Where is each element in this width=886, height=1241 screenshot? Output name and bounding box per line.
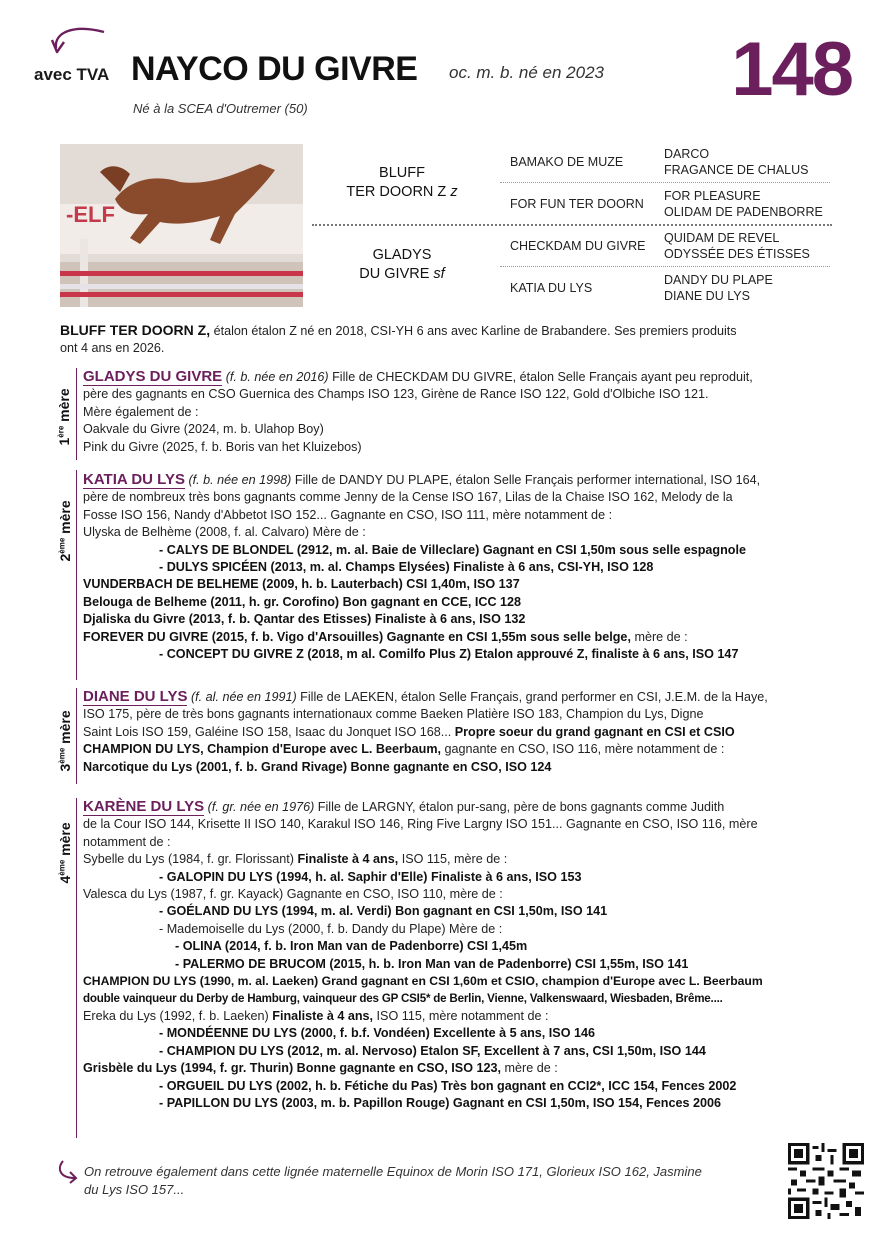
first-dam-offspring: Oakvale du Givre (2024, m. b. Ulahop Boy) (83, 422, 324, 437)
third-dam-name: DIANE DU LYS (83, 688, 188, 705)
first-dam-text: Mère également de : (83, 404, 199, 419)
tva-label: avec TVA (34, 65, 110, 84)
fourth-dam-text: mère de : (501, 1061, 558, 1076)
section-bar (76, 470, 77, 680)
great-grandparent: ODYSSÉE DES ÉTISSES (664, 247, 810, 261)
breeder-line: Né à la SCEA d'Outremer (50) (133, 101, 308, 116)
fourth-dam-grandoffspring: - ORGUEIL DU LYS (2002, h. b. Fétiche du Pas) Très bon gagnant en CCI2*, ICC 154, Fences 2002 (159, 1078, 737, 1093)
pedigree-divider (312, 224, 832, 226)
third-dam-meta: (f. al. née en 1991) (190, 690, 297, 704)
horse-jumping-photo (60, 144, 303, 307)
dam-name-line-1: GLADYS (372, 247, 432, 263)
fourth-dam-great-grandoffspring: - PALERMO DE BRUCOM (2015, h. b. Iron Man van de Padenborre) CSI 1,55m, ISO 141 (175, 956, 689, 971)
fourth-dam-grandoffspring: - GALOPIN DU LYS (1994, h. al. Saphir d'Elle) Finaliste à 6 ans, ISO 153 (159, 869, 582, 884)
pedigree-divider (500, 266, 830, 267)
great-grandparent: QUIDAM DE REVEL (664, 231, 780, 245)
great-grandparent: DARCO (664, 147, 710, 161)
second-dam-section (83, 471, 828, 663)
second-dam-text: mère de : (630, 629, 688, 644)
section-bar (76, 368, 77, 460)
fourth-dam-offspring: Ereka du Lys (1992, f. b. Laeken) (83, 1008, 273, 1023)
svg-text:-ELF: -ELF (66, 202, 115, 227)
footer-note-line: On retrouve également dans cette lignée maternelle Equinox de Morin ISO 171, Glorieux ISO 162, Jasmine (84, 1164, 702, 1179)
second-dam-text: Fille de DANDY DU PLAPE, étalon Selle Français performer international, ISO 164, (291, 473, 761, 487)
third-dam-label: 3ème mère (57, 710, 74, 772)
second-dam-offspring: Ulyska de Belhème (2008, f. al. Calvaro) Mère de : (83, 525, 366, 540)
first-dam-text: Fille de CHECKDAM DU GIVRE, étalon Selle Français ayant peu reproduit, (328, 370, 753, 384)
grandparent: KATIA DU LYS (510, 281, 593, 295)
third-dam-highlight: Propre soeur du grand gagnant en CSI et CSIO (454, 724, 735, 739)
sire-name-line-1: BLUFF (379, 165, 425, 181)
first-dam-label: 1ère mère (56, 388, 73, 446)
footer-note (84, 1163, 784, 1199)
fourth-dam-offspring: Valesca du Lys (1987, f. gr. Kayack) Gagnante en CSO, ISO 110, mère de : (83, 887, 503, 902)
fourth-dam-text: notamment de : (83, 834, 171, 849)
fourth-dam-offspring: Sybelle du Lys (1984, f. gr. Florissant) (83, 852, 298, 867)
fourth-dam-grandoffspring: - PAPILLON DU LYS (2003, m. b. Papillon Rouge) Gagnant en CSI 1,50m, ISO 154, Fences 2006 (159, 1095, 721, 1110)
second-dam-offspring: FOREVER DU GIVRE (2015, f. b. Vigo d'Arsouilles) Gagnante en CSI 1,55m sous selle belge, (83, 629, 631, 644)
grandparent: BAMAKO DE MUZE (510, 155, 624, 169)
curved-arrow-icon (55, 1158, 81, 1186)
footer-note-line: du Lys ISO 157... (84, 1182, 185, 1197)
fourth-dam-grandoffspring: - Mademoiselle du Lys (2000, f. b. Dandy du Plape) Mère de : (159, 921, 503, 936)
section-bar (76, 798, 77, 1138)
fourth-dam-meta: (f. gr. née en 1976) (207, 800, 315, 814)
qr-code[interactable] (788, 1143, 864, 1219)
sire-breed: z (450, 184, 458, 200)
second-dam-grandoffspring: - CALYS DE BLONDEL (2912, m. al. Baie de Villeclare) Gagnant en CSI 1,50m sous selle espagnole (159, 542, 746, 557)
grandparent: FOR FUN TER DOORN (510, 197, 644, 211)
pedigree-table (312, 144, 832, 308)
section-bar (76, 688, 77, 784)
fourth-dam-text: Fille de LARGNY, étalon pur-sang, père de bons gagnants comme Judith (314, 800, 725, 814)
first-dam-section (83, 368, 828, 456)
horse-name: NAYCO DU GIVRE (131, 50, 418, 88)
fourth-dam-offspring: double vainqueur du Derby de Hamburg, vainqueur des GP CSI5* de Berlin, Vienne, Valkenswaard, Wiesbaden, Brême.... (83, 992, 723, 1006)
great-grandparent: DIANE DU LYS (664, 289, 750, 303)
first-dam-name: GLADYS DU GIVRE (83, 368, 223, 385)
lot-number: 148 (731, 27, 852, 112)
second-dam-label: 2ème mère (57, 500, 74, 562)
grandparent: CHECKDAM DU GIVRE (510, 239, 646, 253)
pedigree-dam (312, 246, 492, 284)
third-dam-offspring: Narcotique du Lys (2001, f. b. Grand Rivage) Bonne gagnante en CSO, ISO 124 (83, 759, 552, 774)
great-grandparent: FOR PLEASURE (664, 189, 761, 203)
second-dam-offspring: Belouga de Belheme (2011, h. gr. Corofino) Bon gagnant en CCE, ICC 128 (83, 594, 522, 609)
sire-intro-text-2: ont 4 ans en 2026. (60, 341, 165, 356)
second-dam-offspring: Djaliska du Givre (2013, f. b. Qantar des Etisses) Finaliste à 6 ans, ISO 132 (83, 612, 526, 627)
fourth-dam-offspring: Grisbèle du Lys (1994, f. gr. Thurin) Bonne gagnante en CSO, ISO 123, (83, 1061, 502, 1076)
second-dam-text: Fosse ISO 156, Nandy d'Abbetot ISO 152... Gagnante en CSO, ISO 111, mère notamment de : (83, 507, 613, 522)
horse-description: oc. m. b. né en 2023 (449, 63, 604, 82)
fourth-dam-great-grandoffspring: - OLINA (2014, f. b. Iron Man van de Padenborre) CSI 1,45m (175, 939, 528, 954)
great-grandparent: DANDY DU PLAPE (664, 273, 773, 287)
fourth-dam-grandoffspring: - GOÉLAND DU LYS (1994, m. al. Verdi) Bon gagnant en CSI 1,50m, ISO 141 (159, 904, 608, 919)
third-dam-section (83, 688, 828, 776)
first-dam-offspring: Pink du Givre (2025, f. b. Boris van het Kluizebos) (83, 439, 362, 454)
sire-intro-name: BLUFF TER DOORN Z, (60, 322, 211, 338)
fourth-dam-highlight: Finaliste à 4 ans, (272, 1008, 374, 1023)
fourth-dam-text: de la Cour ISO 144, Krisette II ISO 140, Karakul ISO 146, Ring Five Largny ISO 151... Gagnante en CSO, ISO 116, mère (83, 817, 758, 832)
great-grandparent: FRAGANCE DE CHALUS (664, 163, 809, 177)
second-dam-name: KATIA DU LYS (83, 471, 185, 488)
sire-name-line-2: TER DOORN Z (346, 184, 447, 200)
fourth-dam-section (83, 798, 828, 1112)
first-dam-meta: (f. b. née en 2016) (225, 370, 329, 384)
fourth-dam-highlight: Finaliste à 4 ans, (297, 852, 399, 867)
second-dam-grandoffspring: - CONCEPT DU GIVRE Z (2018, m al. Comilfo Plus Z) Etalon approuvé Z, finaliste à 6 ans, ISO 147 (159, 647, 739, 662)
sire-intro (60, 322, 830, 358)
first-dam-text: père des gagnants en CSO Guernica des Champs ISO 123, Girène de Rance ISO 122, Gold d'Olbiche ISO 121. (83, 387, 709, 402)
fourth-dam-label: 4ème mère (57, 822, 74, 884)
curved-arrow-icon (50, 22, 110, 64)
third-dam-text: ISO 175, père de très bons gagnants internationaux comme Baeken Platière ISO 183, Champion du Lys, Digne (83, 707, 704, 722)
fourth-dam-grandoffspring: - MONDÉENNE DU LYS (2000, f. b.f. Vondéen) Excellente à 5 ans, ISO 146 (159, 1026, 596, 1041)
great-grandparent: OLIDAM DE PADENBORRE (664, 205, 823, 219)
second-dam-offspring: VUNDERBACH DE BELHEME (2009, h. b. Lauterbach) CSI 1,40m, ISO 137 (83, 577, 520, 592)
sire-intro-text: étalon étalon Z né en 2018, CSI-YH 6 ans avec Karline de Brabandere. Ses premiers produits (210, 324, 737, 338)
second-dam-meta: (f. b. née en 1998) (188, 473, 292, 487)
pedigree-sire (312, 164, 492, 202)
fourth-dam-text: ISO 115, mère notamment de : (373, 1008, 549, 1023)
fourth-dam-text: ISO 115, mère de : (398, 852, 508, 867)
third-dam-text: gagnante en CSO, ISO 116, mère notamment de : (441, 742, 725, 757)
second-dam-grandoffspring: - DULYS SPICÉEN (2013, m. al. Champs Elysées) Finaliste à 6 ans, CSI-YH, ISO 128 (159, 560, 654, 575)
dam-name-line-2: DU GIVRE (359, 266, 430, 282)
pedigree-divider (500, 182, 830, 183)
fourth-dam-offspring: CHAMPION DU LYS (1990, m. al. Laeken) Grand gagnant en CSI 1,60m et CSIO, champion d'Europe avec L. Beerbaum (83, 974, 763, 989)
second-dam-text: père de nombreux très bons gagnants comme Jenny de la Cense ISO 167, Lilas de la Chaise ISO 162, Melody de la (83, 490, 733, 505)
third-dam-highlight: CHAMPION DU LYS, Champion d'Europe avec L. Beerbaum, (83, 742, 442, 757)
third-dam-text: Saint Lois ISO 159, Galéine ISO 158, Isaac du Jonquet ISO 168... (83, 724, 455, 739)
fourth-dam-grandoffspring: - CHAMPION DU LYS (2012, m. al. Nervoso) Etalon SF, Excellent à 7 ans, CSI 1,50m, ISO 144 (159, 1043, 706, 1058)
dam-breed: sf (433, 266, 445, 282)
fourth-dam-name: KARÈNE DU LYS (83, 798, 205, 815)
third-dam-text: Fille de LAEKEN, étalon Selle Français, grand performer en CSI, J.E.M. de la Haye, (296, 690, 768, 704)
